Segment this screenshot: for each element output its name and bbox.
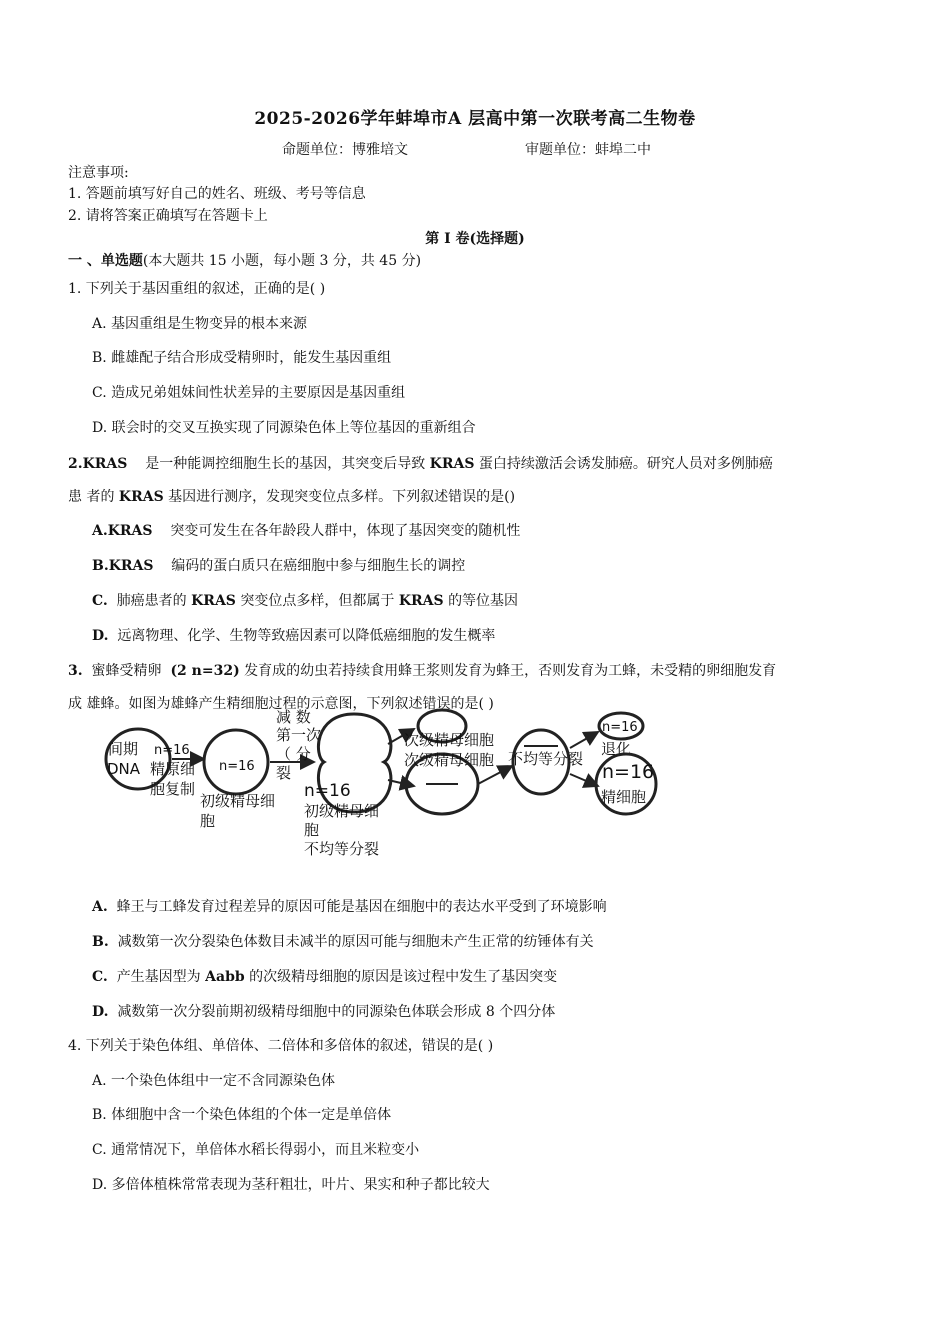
question-2-stem (68, 453, 773, 473)
option-label: D. (92, 628, 109, 644)
option-text: 产生基因型为 (116, 969, 201, 985)
label-degenerate: 退化 (601, 740, 632, 758)
kras-term: KRAS (191, 593, 236, 609)
question-3-option-b (92, 931, 594, 951)
option-text: 肺癌患者的 (116, 593, 187, 609)
option-label: B.KRAS (92, 558, 154, 574)
question-3-option-c (92, 966, 557, 986)
label-meiosis-1: 第一次 (276, 726, 322, 744)
option-text: 减数第一次分裂染色体数目未减半的原因可能与细胞未产生正常的纺锤体有关 (117, 934, 594, 950)
option-text: 编码的蛋白质只在癌细胞中参与细胞生长的调控 (171, 558, 466, 574)
label-primary-spermatocyte: 胞 (304, 821, 320, 839)
question-4-option-d: D. 多倍体植株常常表现为茎秆粗壮，叶片、果实和种子都比较大 (92, 1177, 490, 1193)
question-1-option-a: A. 基因重组是生物变异的根本来源 (92, 316, 308, 332)
arrow (570, 774, 598, 786)
question-3-stem (68, 660, 776, 680)
question-3-number: 3. (68, 663, 83, 679)
option-text: 减数第一次分裂前期初级精母细胞中的同源染色体联会形成 8 个四分体 (117, 1004, 556, 1020)
label-secondary-spermatocyte: 次级精母细胞 (404, 751, 495, 769)
option-label: A.KRAS (92, 523, 153, 539)
label-n16: n=16 (154, 743, 190, 758)
option-text: 的等位基因 (448, 593, 519, 609)
question-2-stem-b: 蛋白持续激活会诱发肺癌。研究人员对多例肺癌 (478, 456, 773, 472)
meiosis-diagram (96, 704, 666, 864)
question-2-option-d (92, 625, 495, 645)
question-1-option-d: D. 联会时的交叉互换实现了同源染色体上等位基因的重新组合 (92, 420, 476, 436)
section-heading-bold: 一 、单选题 (68, 253, 143, 269)
question-4-option-a: A. 一个染色体组中一定不含同源染色体 (92, 1073, 336, 1089)
label-n16: n=16 (602, 761, 655, 783)
reviewer-unit: 审题单位：蚌埠二中 (525, 142, 651, 158)
label-n16: n=16 (602, 720, 638, 735)
option-text: 远离物理、化学、生物等致癌因素可以降低癌细胞的发生概率 (117, 628, 496, 644)
question-1-stem: 1. 下列关于基因重组的叙述，正确的是( ) (68, 281, 326, 297)
question-4-stem: 4. 下列关于染色体组、单倍体、二倍体和多倍体的叙述，错误的是( ) (68, 1038, 494, 1054)
question-2-option-b (92, 555, 465, 575)
label-spermatogonium: 精原细 (150, 760, 196, 778)
option-text: 的次级精母细胞的原因是该过程中发生了基因突变 (249, 969, 558, 985)
label-replicate: 胞复制 (150, 780, 196, 798)
question-3-option-d (92, 1001, 555, 1021)
label-sperm: 精细胞 (601, 788, 647, 806)
kras-term: KRAS (118, 489, 164, 505)
notice-item: 1. 答题前填写好自己的姓名、班级、考号等信息 (68, 186, 366, 202)
arrow (570, 732, 598, 748)
label-uneven-division: 不均等分裂 (304, 840, 380, 858)
label-n16: n=16 (219, 759, 255, 774)
label-meiosis-1: 裂 (276, 764, 292, 782)
label-primary-spermatocyte: 初级精母细 (304, 802, 380, 820)
question-2-option-a (92, 520, 520, 540)
label-interphase: 间期 (108, 740, 139, 758)
section-title: 第 I 卷(选择题) (425, 231, 525, 247)
question-1-option-b: B. 雌雄配子结合形成受精卵时，能发生基因重组 (92, 350, 392, 366)
question-2-line2-b: 基因进行测序，发现突变位点多样。下列叙述错误的是() (168, 489, 516, 505)
option-label: B. (92, 934, 109, 950)
option-text: 蜂王与工蜂发育过程差异的原因可能是基因在细胞中的表达水平受到了环境影响 (116, 899, 607, 915)
option-label: A. (92, 899, 108, 915)
label-uneven-division: 不均等分裂 (508, 750, 584, 768)
option-text: 突变位点多样，但都属于 (240, 593, 395, 609)
notice-heading: 注意事项: (68, 165, 129, 181)
notice-item: 2. 请将答案正确填写在答题卡上 (68, 208, 268, 224)
question-2-number: 2.KRAS (68, 456, 128, 472)
label-meiosis-1: 减 数 (276, 708, 311, 726)
label-dna: DNA (107, 760, 141, 778)
question-4-option-b: B. 体细胞中含一个染色体组的个体一定是单倍体 (92, 1107, 392, 1123)
kras-term: KRAS (429, 456, 475, 472)
question-4-option-c: C. 通常情况下，单倍体水稻长得弱小，而且米粒变小 (92, 1142, 420, 1158)
option-label: C. (92, 969, 108, 985)
question-3-ploidy: (2 n=32) (170, 663, 240, 679)
label-meiosis-1: （ 分 (276, 745, 311, 763)
setter-unit: 命题单位：博雅培文 (282, 142, 408, 158)
label-secondary-spermatocyte: 次级精母细胞 (404, 731, 495, 749)
label-n16: n=16 (304, 781, 351, 801)
label-primary-spermatocyte: 初级精母细 (200, 792, 276, 810)
option-label: C. (92, 593, 108, 609)
option-text: 突变可发生在各年龄段人群中，体现了基因突变的随机性 (170, 523, 521, 539)
question-2-stem-line2 (68, 486, 515, 506)
option-label: D. (92, 1004, 109, 1020)
genotype-term: Aabb (205, 969, 245, 985)
question-2-stem-a: 是一种能调控细胞生长的基因，其突变后导致 (145, 456, 426, 472)
label-primary-spermatocyte: 胞 (200, 812, 216, 830)
kras-term: KRAS (398, 593, 444, 609)
question-3-stem-b: 发育成的幼虫若持续食用蜂王浆则发育为蜂王，否则发育为工蜂，未受精的卵细胞发育 (244, 663, 777, 679)
section-heading-rest: (本大题共 15 小题，每小题 3 分，共 45 分) (142, 253, 422, 269)
question-3-stem-line2: 成 雄蜂。如图为雄蜂产生精细胞过程的示意图，下列叙述错误的是( ) (68, 696, 494, 712)
question-1-option-c: C. 造成兄弟姐妹间性状差异的主要原因是基因重组 (92, 385, 406, 401)
question-3-option-a (92, 896, 607, 916)
question-3-stem-a: 蜜蜂受精卵 (91, 663, 162, 679)
page-title: 2025-2026学年蚌埠市A 层高中第一次联考高二生物卷 (254, 109, 696, 129)
question-2-line2-a: 患 者的 (68, 489, 115, 505)
section-heading (68, 250, 421, 270)
question-2-option-c (92, 590, 518, 610)
